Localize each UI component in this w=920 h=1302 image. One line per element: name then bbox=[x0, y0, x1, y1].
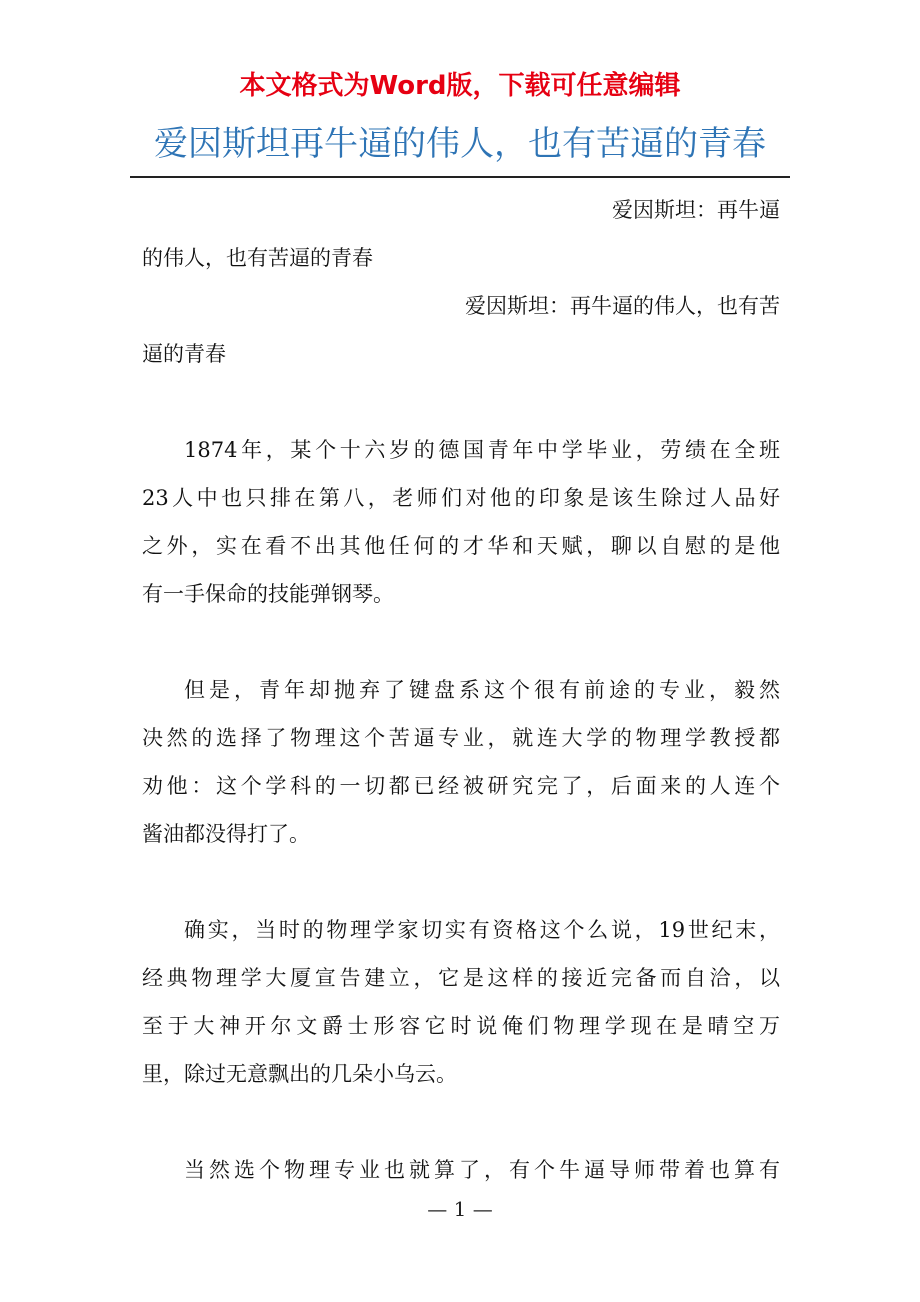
page-number: — 1 — bbox=[427, 1197, 493, 1221]
text-line: 里，除过无意飘出的几朵小乌云。 bbox=[142, 1062, 457, 1086]
subtitle-paragraph-2 bbox=[142, 282, 780, 378]
format-banner: 本文格式为Word版，下载可任意编辑 bbox=[239, 71, 681, 101]
subtitle-paragraph-1 bbox=[142, 186, 780, 282]
document-body bbox=[142, 186, 780, 1194]
text-line: 的伟人，也有苦逼的青春 bbox=[142, 246, 373, 270]
body-paragraph-1 bbox=[142, 426, 780, 618]
text-line: 逼的青春 bbox=[142, 342, 226, 366]
paragraph-gap bbox=[142, 378, 780, 426]
text-line: 爱因斯坦：再牛逼的伟人，也有苦 bbox=[465, 294, 780, 318]
text-line: 有一手保命的技能弹钢琴。 bbox=[142, 582, 394, 606]
body-paragraph-2 bbox=[142, 666, 780, 858]
text-line: 酱油都没得打了。 bbox=[142, 822, 310, 846]
paragraph-gap bbox=[142, 618, 780, 666]
title-divider bbox=[130, 176, 790, 178]
body-paragraph-4 bbox=[142, 1146, 780, 1194]
text-line: 1874年，某个十六岁的德国青年中学毕业，劳绩在全班 bbox=[184, 438, 780, 462]
paragraph-gap bbox=[142, 1098, 780, 1146]
text-line: 23人中也只排在第八，老师们对他的印象是该生除过人品好 bbox=[142, 486, 780, 510]
text-line: 至于大神开尔文爵士形容它时说俺们物理学现在是晴空万 bbox=[142, 1014, 780, 1038]
text-line: 爱因斯坦：再牛逼 bbox=[612, 198, 780, 222]
text-line: 经典物理学大厦宣告建立，它是这样的接近完备而自洽，以 bbox=[142, 966, 780, 990]
text-line: 决然的选择了物理这个苦逼专业，就连大学的物理学教授都 bbox=[142, 726, 780, 750]
text-line: 劝他：这个学科的一切都已经被研究完了，后面来的人连个 bbox=[142, 774, 780, 798]
document-title: 爱因斯坦再牛逼的伟人，也有苦逼的青春 bbox=[154, 124, 766, 164]
paragraph-gap bbox=[142, 858, 780, 906]
text-line: 确实，当时的物理学家切实有资格这个么说，19世纪末， bbox=[184, 918, 780, 942]
text-line: 当然选个物理专业也就算了，有个牛逼导师带着也算有 bbox=[184, 1158, 780, 1182]
text-line: 但是，青年却抛弃了键盘系这个很有前途的专业，毅然 bbox=[184, 678, 780, 702]
text-line: 之外，实在看不出其他任何的才华和天赋，聊以自慰的是他 bbox=[142, 534, 780, 558]
body-paragraph-3 bbox=[142, 906, 780, 1098]
